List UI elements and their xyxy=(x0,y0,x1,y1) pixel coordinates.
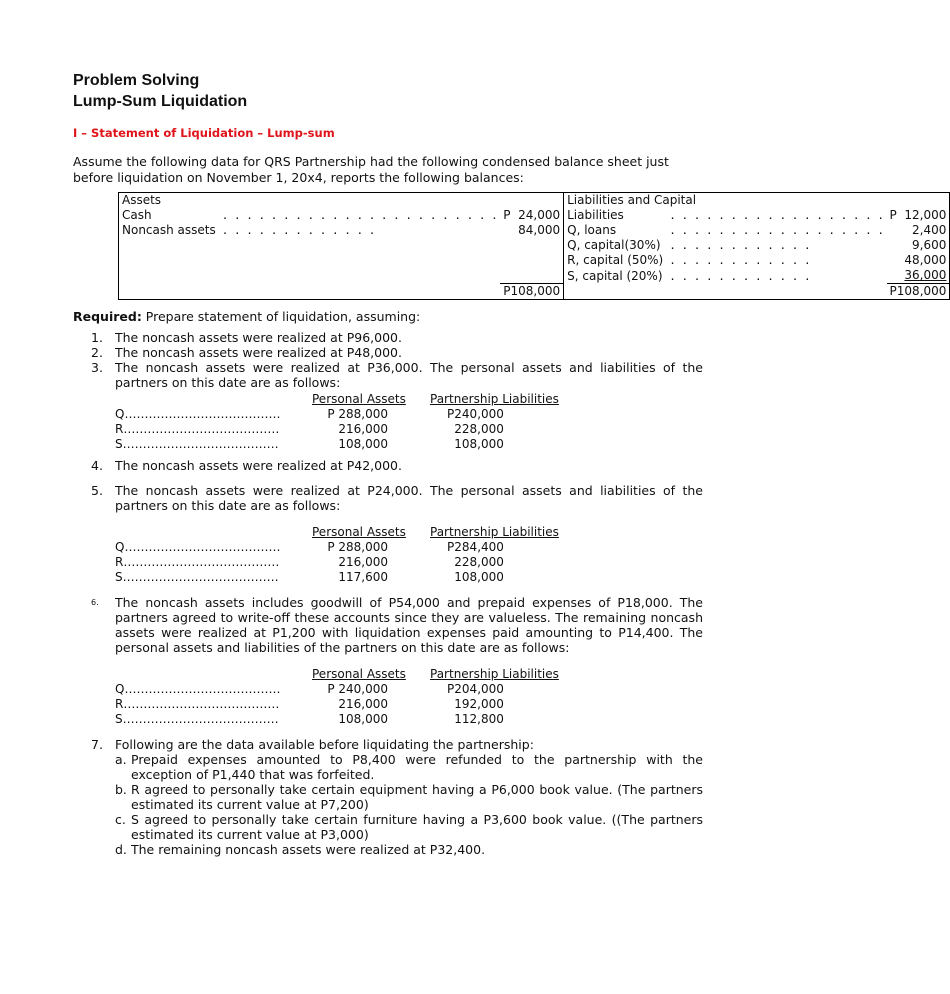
header-spacer xyxy=(115,392,312,407)
partner-name xyxy=(115,697,312,712)
personal-assets-table xyxy=(115,392,559,452)
personal-assets-value: 117,600 xyxy=(338,570,388,584)
partnership-liabilities-header: Partnership Liabilities xyxy=(430,667,559,681)
partner-leader: ………………………………… xyxy=(122,712,279,726)
liabilities-header: Liabilities and Capital xyxy=(564,193,950,209)
problem-item xyxy=(73,330,703,345)
item-text: The noncash assets were realized at P36,000. The personal assets and liabilities of the partners on this date are as follows: xyxy=(115,360,703,390)
personal-assets-table xyxy=(115,525,559,585)
sub-item-letter: a. xyxy=(115,752,127,767)
partner-leader: ………………………………… xyxy=(122,570,279,584)
problem-list xyxy=(73,330,703,857)
asset-leader: . . . . . . . . . . . . . xyxy=(221,224,375,237)
document-page xyxy=(73,70,947,857)
sub-item-text: R agreed to personally take certain equipment having a P6,000 book value. (The partners estimated its current value at P7,200) xyxy=(131,782,703,812)
required-text: Prepare statement of liquidation, assuming: xyxy=(141,309,421,324)
partnership-liabilities-value: P204,000 xyxy=(447,682,504,696)
partnership-liabilities-value: 228,000 xyxy=(454,555,504,569)
asset-value: 84,000 xyxy=(500,223,563,238)
personal-assets-table xyxy=(115,667,559,727)
intro-paragraph: Assume the following data for QRS Partnership had the following condensed balance sheet just before liquidation on November 1, 20x4, reports the following balances: xyxy=(73,154,669,185)
asset-leader: . . . . . . . . . . . . . . . . . . . . . . . xyxy=(221,209,498,222)
partner-leader: ………………………………… xyxy=(122,437,279,451)
item-text: The noncash assets includes goodwill of P54,000 and prepaid expenses of P18,000. The partners agreed to write-off these accounts since they are valueless. The remaining noncash assets were realized at P1,200 with liquidation expenses paid amounting to P14,400. The personal assets and liabilities of the partners on this date are as follows: xyxy=(115,595,703,655)
personal-assets-header: Personal Assets xyxy=(312,392,406,406)
problem-item xyxy=(73,458,703,473)
asset-label xyxy=(119,253,219,268)
section-heading: I – Statement of Liquidation – Lump-sum xyxy=(73,126,335,140)
liability-leader: . . . . . . . . . . . . . . . . . . xyxy=(669,209,884,222)
liability-label: R, capital (50%) xyxy=(567,253,664,267)
partner-leader: ………………………………… xyxy=(124,540,281,554)
personal-assets-header: Personal Assets xyxy=(312,525,406,539)
liability-label: Q, capital(30%) xyxy=(567,238,661,252)
sub-item-text: S agreed to personally take certain furniture having a P3,600 book value. ((The partners estimated its current value at P3,000) xyxy=(131,812,703,842)
sub-item xyxy=(115,812,703,842)
liability-value: P 12,000 xyxy=(887,208,950,223)
personal-assets-value: 216,000 xyxy=(338,697,388,711)
sub-item xyxy=(115,782,703,812)
liability-value: 36,000 xyxy=(887,268,950,284)
liability-value: 9,600 xyxy=(887,238,950,253)
assets-header: Assets xyxy=(119,193,564,209)
personal-assets-value: 216,000 xyxy=(338,555,388,569)
sub-item-text: Prepaid expenses amounted to P8,400 were refunded to the partnership with the exception of P1,440 that was forfeited. xyxy=(131,752,703,782)
personal-assets-header: Personal Assets xyxy=(312,667,406,681)
partner-letter: S xyxy=(115,712,123,726)
partnership-liabilities-header: Partnership Liabilities xyxy=(430,525,559,539)
balance-sheet-table xyxy=(118,192,950,300)
partner-leader: ………………………………… xyxy=(123,697,280,711)
personal-assets-value: P 240,000 xyxy=(327,682,388,696)
partnership-liabilities-value: 108,000 xyxy=(454,437,504,451)
partner-name xyxy=(115,570,312,585)
asset-label: Cash xyxy=(119,208,219,223)
required-label: Required: xyxy=(73,309,142,324)
partner-name xyxy=(115,682,312,697)
liability-leader: . . . . . . . . . . . . xyxy=(669,239,811,252)
partner-letter: Q xyxy=(115,540,125,554)
partner-leader: ………………………………… xyxy=(124,682,281,696)
problem-item xyxy=(73,737,703,857)
liability-leader: . . . . . . . . . . . . xyxy=(669,269,811,283)
item-number: 4. xyxy=(91,458,103,473)
item-text: Following are the data available before liquidating the partnership: xyxy=(115,737,534,752)
partner-name xyxy=(115,407,312,422)
item-number: 5. xyxy=(91,483,103,498)
asset-value xyxy=(500,268,563,284)
partnership-liabilities-value: P240,000 xyxy=(447,407,504,421)
liability-label: S, capital (20%) xyxy=(567,268,663,283)
total-assets: P108,000 xyxy=(500,284,563,300)
item-number: 1. xyxy=(91,330,103,345)
header-spacer xyxy=(115,667,312,682)
asset-leader xyxy=(219,238,501,253)
problem-item xyxy=(73,345,703,360)
sub-item xyxy=(115,842,703,857)
asset-label xyxy=(119,238,219,253)
liability-label: Q, loans xyxy=(567,223,617,237)
partner-leader: ………………………………… xyxy=(124,407,281,421)
asset-label: Noncash assets xyxy=(119,223,219,238)
personal-assets-value: 108,000 xyxy=(338,712,388,726)
item-number: 2. xyxy=(91,345,103,360)
sub-item-list xyxy=(115,752,703,857)
sub-item-letter: c. xyxy=(115,812,126,827)
partner-leader: ………………………………… xyxy=(123,555,280,569)
personal-assets-value: P 288,000 xyxy=(327,540,388,554)
liability-value: 2,400 xyxy=(887,223,950,238)
item-number: 6. xyxy=(91,598,99,607)
partnership-liabilities-value: 192,000 xyxy=(454,697,504,711)
asset-leader xyxy=(219,253,501,268)
partnership-liabilities-value: 112,800 xyxy=(454,712,504,726)
liability-leader: . . . . . . . . . . . . . . . . . . xyxy=(669,224,884,237)
required-line xyxy=(73,309,703,324)
problem-item xyxy=(73,595,703,727)
partner-letter: S xyxy=(115,570,123,584)
partner-letter: R xyxy=(115,697,124,711)
header-spacer xyxy=(115,525,312,540)
sub-item-letter: b. xyxy=(115,782,127,797)
sub-item xyxy=(115,752,703,782)
personal-assets-value: P 288,000 xyxy=(327,407,388,421)
partner-letter: R xyxy=(115,555,124,569)
partner-letter: Q xyxy=(115,682,125,696)
partner-letter: Q xyxy=(115,407,125,421)
partnership-liabilities-value: 228,000 xyxy=(454,422,504,436)
item-text: The noncash assets were realized at P24,000. The personal assets and liabilities of the partners on this date are as follows: xyxy=(115,483,703,513)
liability-leader: . . . . . . . . . . . . xyxy=(669,254,811,267)
item-text: The noncash assets were realized at P42,000. xyxy=(115,458,402,473)
sub-item-letter: d. xyxy=(115,842,127,857)
partner-name xyxy=(115,540,312,555)
asset-leader xyxy=(219,268,501,284)
item-text: The noncash assets were realized at P96,000. xyxy=(115,330,402,345)
problem-item xyxy=(73,360,703,452)
item-number: 7. xyxy=(91,737,103,752)
problem-item xyxy=(73,483,703,585)
personal-assets-value: 108,000 xyxy=(338,437,388,451)
total-liabilities-capital: P108,000 xyxy=(887,284,950,300)
liability-label: Liabilities xyxy=(567,208,624,222)
asset-label xyxy=(119,268,219,284)
partner-leader: ………………………………… xyxy=(123,422,280,436)
partnership-liabilities-header: Partnership Liabilities xyxy=(430,392,559,406)
asset-value xyxy=(500,238,563,253)
partnership-liabilities-value: P284,400 xyxy=(447,540,504,554)
item-text: The noncash assets were realized at P48,000. xyxy=(115,345,402,360)
partner-name xyxy=(115,712,312,727)
partner-letter: R xyxy=(115,422,124,436)
page-subtitle: Lump-Sum Liquidation xyxy=(73,93,248,110)
partner-name xyxy=(115,555,312,570)
partner-name xyxy=(115,422,312,437)
asset-value: P 24,000 xyxy=(500,208,563,223)
liability-value: 48,000 xyxy=(887,253,950,268)
partnership-liabilities-value: 108,000 xyxy=(454,570,504,584)
sub-item-text: The remaining noncash assets were realized at P32,400. xyxy=(131,842,486,857)
page-title: Problem Solving xyxy=(73,72,200,89)
item-number: 3. xyxy=(91,360,103,375)
asset-value xyxy=(500,253,563,268)
personal-assets-value: 216,000 xyxy=(338,422,388,436)
partner-letter: S xyxy=(115,437,123,451)
partner-name xyxy=(115,437,312,452)
